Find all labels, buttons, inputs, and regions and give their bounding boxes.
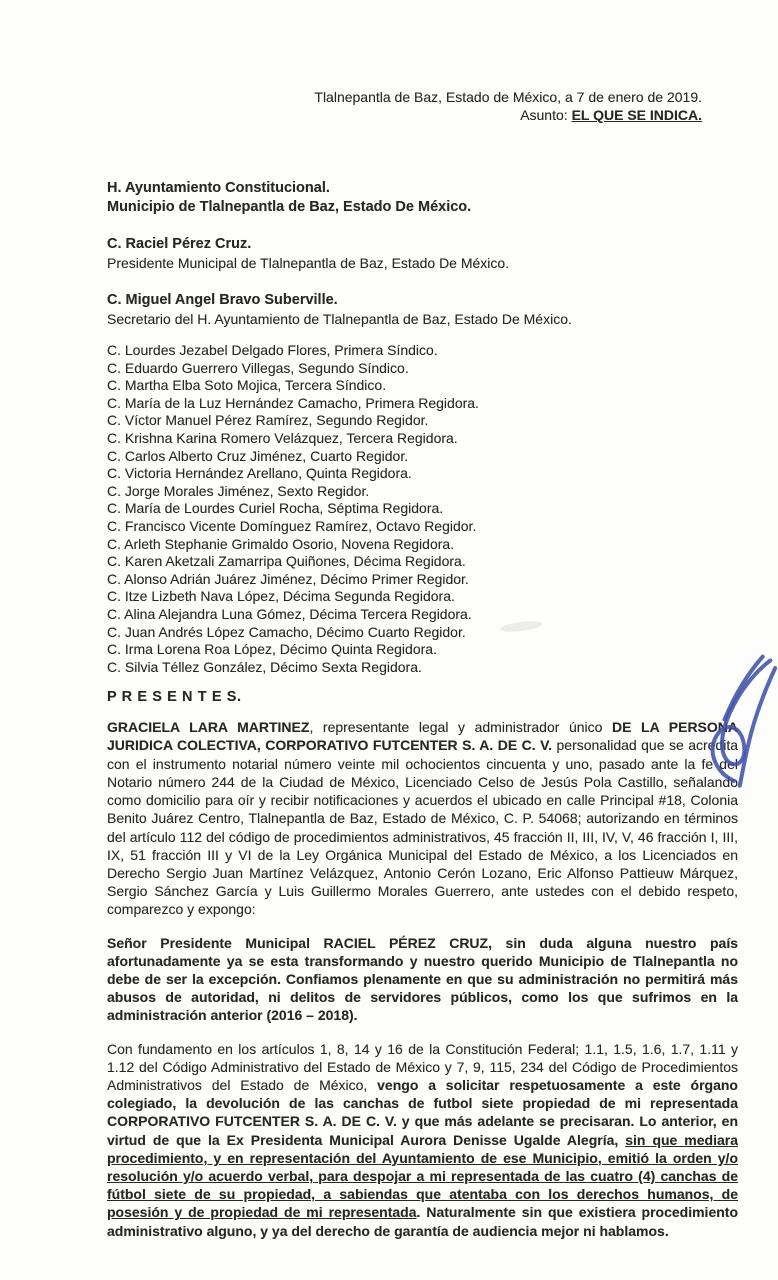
paragraph-legal-request: Con fundamento en los artículos 1, 8, 14 y 16 de la Constitución Federal; 1.1, 1.5, 1.6, 1.7, 1.11 y 1.12 del Código Administrativo del Estado de México y 7, 9, 115, 234 del Código de Procedimientos Administrativos del Estado de México, vengo a solicitar respetuosamente a este órgano colegiado, la devolución de las canchas de futbol siete propiedad de mi representada CORPORATIVO FUTCENTER S. A. DE C. V. y que más adelante se precisaran. Lo anterior, en virtud de que la Ex Presidenta Municipal Aurora Denisse Ugalde Alegría, sin que mediara procedimiento, y en representación del Ayuntamiento de ese Municipio, emitió la orden y/o resolución y/o acuerdo verbal, para despojar a mi representada de las cuatro (4) canchas de fútbol siete de su propiedad, a sabiendas que atentaba con los derechos humanos, de posesión y de propiedad de mi representada. Naturalmente sin que existiera procedimiento administrativo alguno, y ya del derecho de garantía de audiencia mejor ni hablamos. [107, 1040, 739, 1239]
council-member: C. Alina Alejandra Luna Gómez, Décima Tercera Regidora. [107, 605, 472, 622]
council-member: C. María de Lourdes Curiel Rocha, Séptima Regidora. [107, 500, 444, 517]
presentes-line: P R E S E N T E S. [107, 689, 242, 706]
council-member: C. Eduardo Guerrero Villegas, Segundo Síndico. [107, 359, 409, 376]
council-member: C. Jorge Morales Jiménez, Sexto Regidor. [107, 482, 370, 499]
paragraph-address-to-mayor: Señor Presidente Municipal RACIEL PÉREZ CRUZ, sin duda alguna nuestro país afortunadamente ya se esta transformando y nuestro querido Municipio de Tlalnepantla no debe de ser la excepción. Confiamos plenamente en que su administración no permitirá más abusos de autoridad, ni delitos de servidores públicos, como los que sufrimos en la administración anterior (2016 – 2018). [107, 934, 738, 1024]
council-member: C. Arleth Stephanie Grimaldo Osorio, Novena Regidora. [107, 535, 455, 552]
council-member: C. Victoria Hernández Arellano, Quinta Regidora. [107, 465, 412, 482]
council-member: C. Silvia Téllez González, Décimo Sexta Regidora. [107, 658, 422, 675]
representative-name: GRACIELA LARA MARTINEZ [107, 719, 310, 736]
official-name: C. Miguel Angel Bravo Suberville. [107, 292, 338, 308]
date-line: Tlalnepantla de Baz, Estado de México, a 7 de enero de 2019. [314, 89, 702, 105]
official-mayor [107, 235, 738, 272]
letter-content [107, 0, 738, 1240]
addressee-heading-line2: Municipio de Tlalnepantla de Baz, Estado De México. [107, 198, 472, 215]
official-name: C. Raciel Pérez Cruz. [107, 236, 252, 252]
council-member: C. Víctor Manuel Pérez Ramírez, Segundo Regidor. [107, 412, 429, 429]
official-title: Presidente Municipal de Tlalnepantla de Baz, Estado De México. [107, 254, 510, 271]
underlined-claim: sin que mediara procedimiento, y en representación del Ayuntamiento de ese Municipio, emitió la orden y/o resolución y/o acuerdo verbal, para despojar a mi representada de las cuatro (4) canchas de fútbol siete de su propiedad, a sabiendas que atentaba con los derechos humanos, de posesión y de propiedad de mi representada [107, 1131, 738, 1221]
official-secretary [107, 291, 738, 328]
company-name: DE LA PERSONA JURIDICA COLECTIVA, CORPORATIVO FUTCENTER S. A. DE C. V. [107, 719, 739, 754]
date-block [107, 88, 738, 124]
council-member: C. Martha Elba Soto Mojica, Tercera Síndico. [107, 377, 387, 394]
council-member: C. Francisco Vicente Domínguez Ramírez, Octavo Regidor. [107, 517, 477, 534]
council-members-list [107, 342, 738, 676]
council-member: C. Karen Aketzali Zamarripa Quiñones, Décima Regidora. [107, 553, 466, 570]
subject-label: Asunto: [520, 107, 572, 123]
paragraph-introduction: GRACIELA LARA MARTINEZ, representante legal y administrador único DE LA PERSONA JURIDICA COLECTIVA, CORPORATIVO FUTCENTER S. A. DE C. V. personalidad que se acredita con el instrumento notarial número veinte mil ochocientos cincuenta y uno, pasado ante la fe del Notario número 244 de la Ciudad de México, Licenciado Celso de Jesús Pola Castillo, señalando como domicilio para oír y recibir notificaciones y acuerdos el ubicado en calle Principal #18, Colonia Benito Juárez Centro, Tlalnepantla de Baz, Estado de México, C. P. 54068; autorizando en términos del artículo 112 del código de procedimientos administrativos, 45 fracción II, III, IV, V, 46 fracción I, III, IX, 51 fracción III y VI de la Ley Orgánica Municipal del Estado de México, a los Licenciados en Derecho Sergio Juan Martínez Velázquez, Antonio Cerón Lozano, Eric Alfonso Pattieuw Márquez, Sergio Sánchez García y Luis Guillermo Morales Guerrero, ante ustedes con el debido respeto, comparezco y expongo: [107, 719, 739, 918]
council-member: C. Juan Andrés López Camacho, Décimo Cuarto Regidor. [107, 623, 466, 640]
council-member: C. Alonso Adrián Juárez Jiménez, Décimo Primer Regidor. [107, 570, 469, 587]
subject-value: EL QUE SE INDICA. [571, 107, 702, 123]
addressee-heading-line1: H. Ayuntamiento Constitucional. [107, 180, 330, 196]
council-member: C. Lourdes Jezabel Delgado Flores, Primera Síndico. [107, 342, 438, 358]
official-title: Secretario del H. Ayuntamiento de Tlalnepantla de Baz, Estado De México. [107, 310, 572, 327]
council-member: C. Krishna Karina Romero Velázquez, Tercera Regidora. [107, 429, 458, 446]
council-member: C. Carlos Alberto Cruz Jiménez, Cuarto Regidor. [107, 447, 409, 464]
addressee-heading [107, 179, 738, 216]
subject-line [107, 106, 702, 124]
council-member: C. Irma Lorena Roa López, Décimo Quinta Regidora. [107, 641, 437, 658]
council-member: C. María de la Luz Hernández Camacho, Primera Regidora. [107, 394, 479, 411]
council-member: C. Itze Lizbeth Nava López, Décima Segunda Regidora. [107, 588, 455, 605]
